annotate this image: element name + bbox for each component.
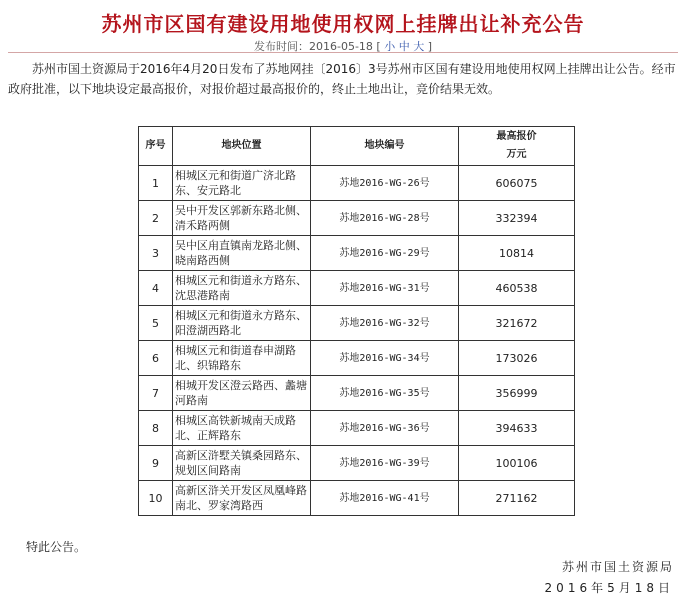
font-size-small-button[interactable]: 小: [384, 40, 396, 53]
row-code: 苏地2016-WG-35号: [311, 376, 459, 411]
table-row: [139, 236, 575, 271]
row-price: 271162: [459, 481, 575, 516]
row-code: 苏地2016-WG-31号: [311, 271, 459, 306]
table-row: [139, 411, 575, 446]
row-price: 460538: [459, 271, 575, 306]
table-row: [139, 166, 575, 201]
row-price: 173026: [459, 341, 575, 376]
row-location: 高新区浒关开发区凤凰峰路南北、罗家湾路西: [173, 481, 311, 516]
row-location: 吴中开发区郭新东路北侧、清禾路两侧: [173, 201, 311, 236]
signature-date: 2016年5月18日: [544, 581, 674, 595]
row-no: 5: [139, 306, 173, 341]
row-location: 吴中区甪直镇南龙路北侧、晓南路西侧: [173, 236, 311, 271]
row-price: 10814: [459, 236, 575, 271]
table-header-row: [139, 127, 575, 166]
row-no: 6: [139, 341, 173, 376]
row-location: 相城区元和街道春申湖路北、织锦路东: [173, 341, 311, 376]
table-row: [139, 271, 575, 306]
table-row: [139, 201, 575, 236]
header-location: 地块位置: [173, 127, 311, 166]
row-code: 苏地2016-WG-32号: [311, 306, 459, 341]
row-price: 100106: [459, 446, 575, 481]
table-row: [139, 376, 575, 411]
closing-text: 特此公告。: [26, 540, 87, 554]
row-no: 2: [139, 201, 173, 236]
row-no: 9: [139, 446, 173, 481]
row-no: 7: [139, 376, 173, 411]
table-row: [139, 481, 575, 516]
header-price-unit: 万元: [506, 149, 527, 160]
row-price: 356999: [459, 376, 575, 411]
intro-paragraph: 苏州市国土资源局于2016年4月20日发布了苏地网挂〔2016〕3号苏州市区国有建设用地使用权网上挂牌出让公告。经市政府批准，以下地块设定最高报价，对报价超过最高报价的，终止土地出让，竞价结果无效。: [8, 62, 676, 96]
publish-label: 发布时间：: [253, 40, 309, 53]
publish-date: 2016-05-18: [308, 40, 373, 53]
title-divider: [8, 52, 678, 53]
page-title: 苏州市区国有建设用地使用权网上挂牌出让补充公告: [101, 12, 585, 36]
row-code: 苏地2016-WG-28号: [311, 201, 459, 236]
row-code: 苏地2016-WG-41号: [311, 481, 459, 516]
row-no: 1: [139, 166, 173, 201]
row-code: 苏地2016-WG-39号: [311, 446, 459, 481]
font-size-large-button[interactable]: 大: [413, 40, 425, 53]
row-no: 10: [139, 481, 173, 516]
header-no: 序号: [139, 127, 173, 166]
row-price: 332394: [459, 201, 575, 236]
row-price: 606075: [459, 166, 575, 201]
row-location: 高新区浒墅关镇桑园路东、规划区间路南: [173, 446, 311, 481]
row-location: 相城区元和街道永方路东、阳澄湖西路北: [173, 306, 311, 341]
row-code: 苏地2016-WG-34号: [311, 341, 459, 376]
row-price: 321672: [459, 306, 575, 341]
row-code: 苏地2016-WG-26号: [311, 166, 459, 201]
header-code: 地块编号: [311, 127, 459, 166]
row-price: 394633: [459, 411, 575, 446]
signature-org: 苏州市国土资源局: [561, 560, 674, 574]
close-bracket: ]: [427, 40, 433, 53]
row-no: 3: [139, 236, 173, 271]
row-no: 8: [139, 411, 173, 446]
row-location: 相城区高铁新城南天成路北、正辉路东: [173, 411, 311, 446]
row-location: 相城区元和街道永方路东、沈思港路南: [173, 271, 311, 306]
row-no: 4: [139, 271, 173, 306]
parcel-table: [138, 126, 575, 516]
open-bracket: [: [376, 40, 381, 53]
row-code: 苏地2016-WG-36号: [311, 411, 459, 446]
row-location: 相城区元和街道广济北路东、安元路北: [173, 166, 311, 201]
table-row: [139, 306, 575, 341]
row-location: 相城开发区澄云路西、蠡塘河路南: [173, 376, 311, 411]
header-price-label: 最高报价: [496, 131, 537, 142]
row-code: 苏地2016-WG-29号: [311, 236, 459, 271]
table-row: [139, 341, 575, 376]
font-size-medium-button[interactable]: 中: [398, 40, 410, 53]
header-price: [459, 127, 575, 166]
table-row: [139, 446, 575, 481]
